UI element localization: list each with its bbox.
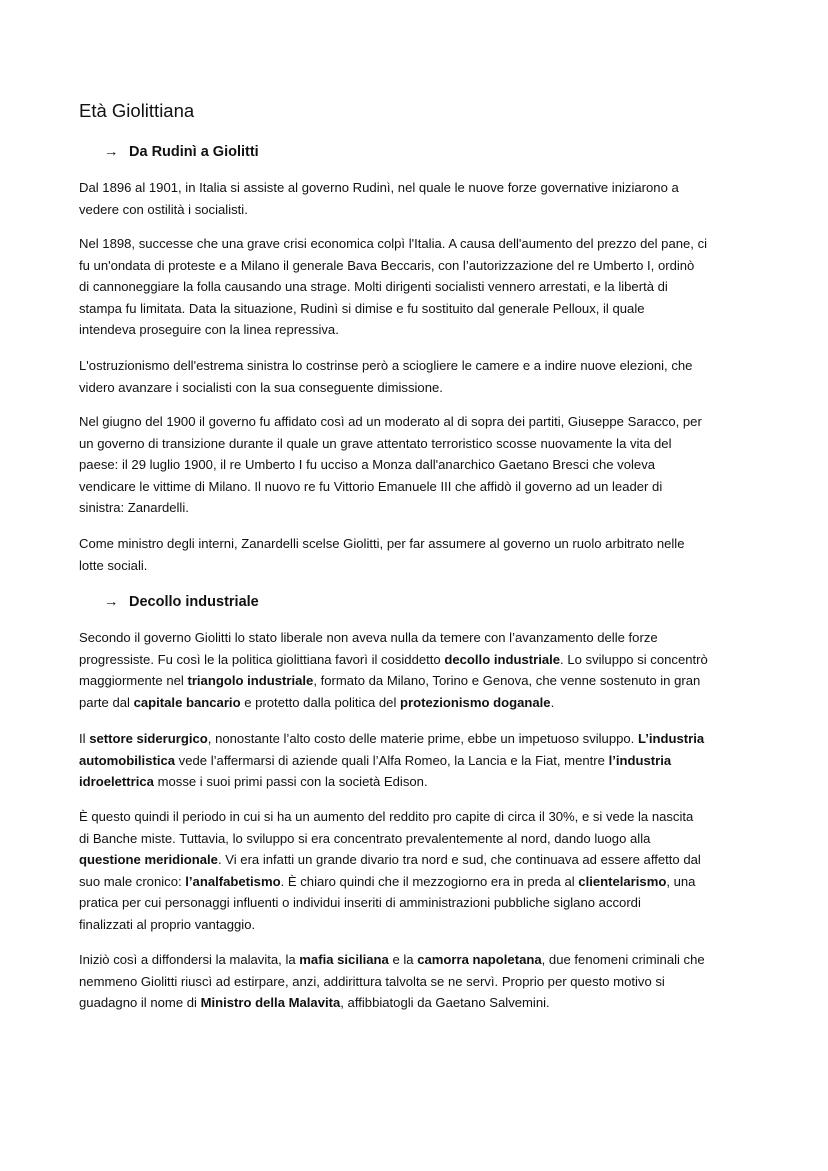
bold-term: mafia siciliana [299,952,389,967]
text-run: di cannoneggiare la folla causando una strage. Molti dirigenti socialisti vennero arrestati, e la libertà di [79,279,668,295]
text-run: Secondo il governo Giolitti lo stato liberale non aveva nulla da temere con l’avanzamento delle forze [79,630,658,645]
text-run: guadagno il nome di [79,995,201,1011]
bold-term: l’industria [608,752,672,768]
bold-term: triangolo industriale [187,673,314,689]
text-run: Iniziò così a diffondersi la malavita, la [79,952,300,967]
text-run: vendicare le vittime di Milano. Il nuovo re fu Vittorio Emanuele III che affidò il governo ad un leader di [79,478,663,494]
text-run: progressiste. Fu così le la politica giolittiana favorì il cosiddetto [79,651,445,667]
text-run: lotte sociali. [79,557,148,573]
text-run: un governo di transizione durante il quale un grave attentato terroristico scosse nuovamente la vita del [79,435,672,451]
text-run: finalizzati al proprio vantaggio. [79,916,256,932]
text-run: , formato da Milano, Torino e Genova, che venne sostenuto in gran [313,673,701,689]
text-run: e la [388,952,418,967]
paragraph [79,806,759,936]
paragraph [79,233,759,341]
text-run: Il [79,731,90,746]
text-run: , una [666,873,696,889]
text-run: . È chiaro quindi che il mezzogiorno era in preda al [280,873,579,889]
text-line [79,454,759,476]
text-run: . [550,694,555,710]
section-heading-label: Decollo industriale [129,594,259,610]
text-run: intendeva proseguire con la linea repressiva. [79,322,339,338]
text-run: di Banche miste. Tuttavia, lo sviluppo si era concentrato prevalentemente al nord, dando luogo alla [79,830,651,846]
paragraph [79,533,759,576]
text-run: . Lo sviluppo si concentrò [560,651,708,667]
text-run: stampa fu limitata. Data la situazione, Rudinì si dimise e fu sostituito dal generale Pelloux, il quale [79,300,645,316]
text-run: mosse i suoi primi passi con la società Edison. [153,774,428,790]
bold-term: protezionismo doganale [400,694,551,710]
text-run: L'ostruzionismo dell'estrema sinistra lo costrinse però a sciogliere le camere e a indire nuove elezioni, che [79,358,693,373]
paragraph [79,411,759,519]
text-line [79,971,759,993]
text-run: , due fenomeni criminali che [541,952,705,967]
text-line [79,649,759,671]
bold-term: decollo industriale [444,651,561,667]
text-line [79,233,759,255]
text-line [79,728,759,750]
text-line [79,914,759,936]
text-run: . Vi era infatti un grande divario tra nord e sud, che continuava ad essere affetto dal [217,852,701,868]
bold-term: questione meridionale [79,852,218,868]
bold-term: Ministro della Malavita [200,995,341,1011]
text-run: , affibbiatogli da Gaetano Salvemini. [340,995,550,1011]
text-line [79,298,759,320]
text-run: Dal 1896 al 1901, in Italia si assiste al governo Rudinì, nel quale le nuove forze governative iniziarono a [79,180,679,195]
text-run: vedere con ostilità i socialisti. [79,201,248,217]
text-line [79,276,759,298]
text-line [79,355,759,377]
text-run: pratica per cui personaggi influenti o individui inseriti di amministrazioni pubbliche siglano accordi [79,895,641,911]
text-line [79,627,759,649]
text-run: Nel 1898, successe che una grave crisi economica colpì l'Italia. A causa dell'aumento del prezzo del pane, ci [79,236,708,251]
bold-term: idroelettrica [79,774,154,790]
document-title: Età Giolittiana [79,100,195,121]
text-run: sinistra: Zanardelli. [79,500,189,516]
text-line [79,476,759,498]
text-line [79,949,759,971]
text-line [79,533,759,555]
text-line [79,806,759,828]
text-line [79,497,759,519]
right-arrow-icon: → [104,594,119,610]
paragraph [79,728,759,793]
bold-term: capitale bancario [133,694,241,710]
text-run: maggiormente nel [79,673,188,689]
paragraph [79,627,759,713]
text-line [79,892,759,914]
paragraph [79,355,759,398]
right-arrow-icon: → [104,144,119,160]
text-line [79,692,759,714]
text-run: parte dal [79,694,134,710]
text-line [79,255,759,277]
text-line [79,411,759,433]
text-run: videro avanzare i socialisti con la sua conseguente dimissione. [79,379,443,395]
text-run: Come ministro degli interni, Zanardelli scelse Giolitti, per far assumere al governo un ruolo arbitrato nelle [79,536,685,551]
text-run: e protetto dalla politica del [240,694,400,710]
text-line [79,319,759,341]
section-heading-rudini-giolitti [104,142,259,162]
bold-term: L’industria [637,731,705,746]
bold-term: automobilistica [79,752,176,768]
text-run: È questo quindi il periodo in cui si ha un aumento del reddito pro capite di circa il 30%, e si vede la nascita [79,809,694,824]
text-line [79,849,759,871]
bold-term: clientelarismo [578,873,667,889]
bold-term: camorra napoletana [417,952,542,967]
text-line [79,992,759,1014]
text-line [79,828,759,850]
text-line [79,433,759,455]
text-line [79,750,759,772]
text-run: , nonostante l’alto costo delle materie prime, ebbe un impetuoso sviluppo. [207,731,638,746]
text-line [79,670,759,692]
text-line [79,199,759,221]
text-line [79,177,759,199]
text-line [79,555,759,577]
text-line [79,377,759,399]
text-line [79,871,759,893]
text-line [79,771,759,793]
text-run: vede l’affermarsi di aziende quali l’Alfa Romeo, la Lancia e la Fiat, mentre [175,752,609,768]
bold-term: l’analfabetismo [185,873,281,889]
text-run: paese: il 29 luglio 1900, il re Umberto I fu ucciso a Monza dall'anarchico Gaetano Bresci che voleva [79,457,656,473]
text-run: Nel giugno del 1900 il governo fu affidato così ad un moderato al di sopra dei partiti, Giuseppe Saracco, per [79,414,702,429]
paragraph [79,177,759,220]
bold-term: settore siderurgico [89,731,208,746]
text-run: fu un'ondata di proteste e a Milano il generale Bava Beccaris, con l’autorizzazione del re Umberto I, ordinò [79,257,695,273]
text-run: suo male cronico: [79,873,186,889]
text-run: nemmeno Giolitti riuscì ad estirpare, anzi, addirittura talvolta se ne servì. Proprio per questo motivo si [79,973,665,989]
paragraph [79,949,759,1014]
section-heading-label: Da Rudinì a Giolitti [129,144,259,160]
section-heading-decollo-industriale [104,592,259,612]
